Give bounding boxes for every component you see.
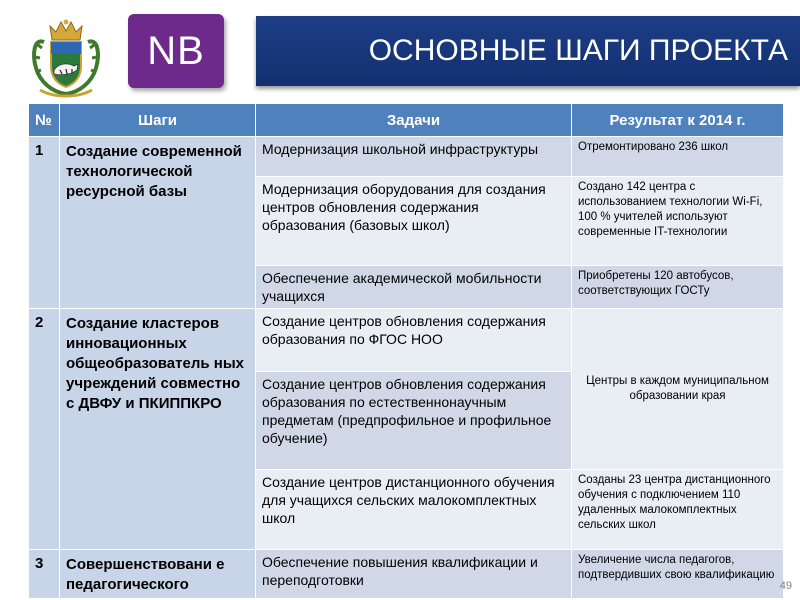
- page-title: ОСНОВНЫЕ ШАГИ ПРОЕКТА: [368, 34, 788, 67]
- nb-badge-text: NB: [147, 28, 205, 73]
- step-number: 1: [29, 137, 60, 309]
- table-row: [29, 309, 784, 372]
- task-cell: Создание центров дистанционного обучения для учащихся сельских малокомплектных школ: [256, 470, 572, 550]
- task-cell: Обеспечение повышения квалификации и переподготовки: [256, 550, 572, 599]
- column-header-tasks: Задачи: [256, 104, 572, 137]
- step-number: 3: [29, 550, 60, 599]
- result-cell: Отремонтировано 236 школ: [572, 137, 784, 177]
- column-header-steps: Шаги: [60, 104, 256, 137]
- nb-badge: [128, 14, 224, 88]
- column-header-result: Результат к 2014 г.: [572, 104, 784, 137]
- task-cell: Создание центров обновления содержания образования по ФГОС НОО: [256, 309, 572, 372]
- step-title: Создание кластеров инновационных общеобразователь ных учреждений совместно с ДВФУ и ПКИППКРО: [60, 309, 256, 550]
- slide-number: 49: [779, 580, 792, 592]
- task-cell: Обеспечение академической мобильности учащихся: [256, 266, 572, 309]
- coat-of-arms-emblem: [30, 14, 102, 98]
- result-cell: Увеличение числа педагогов, подтвердивших свою квалификацию: [572, 550, 784, 599]
- project-steps-table: [28, 103, 784, 599]
- step-number: 2: [29, 309, 60, 550]
- step-title: Создание современной технологической ресурсной базы: [60, 137, 256, 309]
- table-row: [29, 550, 784, 599]
- task-cell: Модернизация школьной инфраструктуры: [256, 137, 572, 177]
- table-header-row: [29, 104, 784, 137]
- step-title: Совершенствовани е педагогического: [60, 550, 256, 599]
- title-banner: [256, 16, 800, 86]
- result-cell: Создано 142 центра с использованием технологии Wi-Fi, 100 % учителей используют современные IT-технологии: [572, 177, 784, 266]
- task-cell: Создание центров обновления содержания образования по естественнонаучным предметам (предпрофильное и профильное обучение): [256, 372, 572, 470]
- result-cell: Приобретены 120 автобусов, соответствующих ГОСТу: [572, 266, 784, 309]
- result-cell: Созданы 23 центра дистанционного обучения с подключением 110 удаленных малокомплектных сельских школ: [572, 470, 784, 550]
- column-header-number: №: [29, 104, 60, 137]
- merged-result-cell: Центры в каждом муниципальном образовании края: [572, 309, 784, 470]
- task-cell: Модернизация оборудования для создания центров обновления содержания образования (базовых школ): [256, 177, 572, 266]
- table-row: [29, 137, 784, 177]
